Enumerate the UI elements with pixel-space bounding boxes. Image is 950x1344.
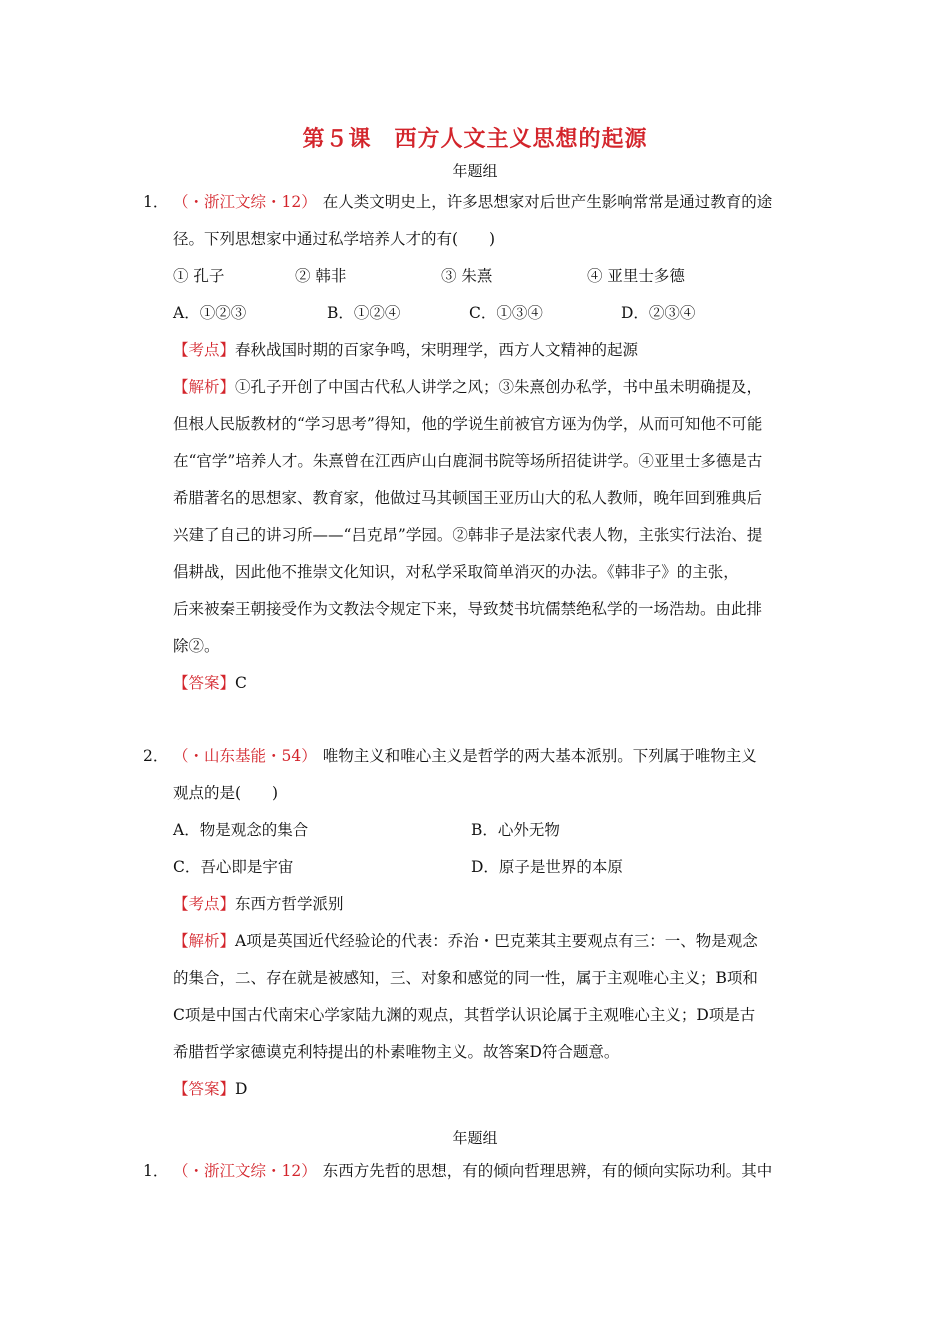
option: A．物是观念的集合 bbox=[173, 821, 309, 839]
option: D．②③④ bbox=[621, 304, 696, 322]
jiexi bbox=[143, 369, 809, 406]
page-title: 第５课 西方人文主义思想的起源 bbox=[302, 126, 648, 152]
question-number: 1． bbox=[143, 193, 169, 211]
answer-value: C bbox=[235, 674, 247, 692]
stem-line: 在人类文明史上，许多思想家对后世产生影响常常是通过教育的途 bbox=[322, 193, 773, 211]
kaodian-tag: 【考点】 bbox=[173, 895, 236, 913]
stem-line: 观点的是( ) bbox=[173, 784, 279, 802]
stem-line: 径。下列思想家中通过私学培养人才的有( ) bbox=[173, 230, 496, 248]
jiexi-line: 的集合，二、存在就是被感知，三、对象和感觉的同一性，属于主观唯心主义；B项和 bbox=[173, 969, 758, 987]
answer bbox=[143, 1071, 809, 1108]
item: ③ 朱熹 bbox=[441, 267, 493, 285]
question-2 bbox=[143, 738, 809, 1108]
question-source: （・浙江文综・12） bbox=[173, 193, 317, 211]
question-stem bbox=[143, 184, 809, 221]
option-list bbox=[143, 295, 809, 332]
kaodian-text: 春秋战国时期的百家争鸣，宋明理学，西方人文精神的起源 bbox=[235, 341, 639, 359]
option: A．①②③ bbox=[173, 304, 247, 322]
option: B．心外无物 bbox=[471, 821, 560, 839]
kaodian bbox=[143, 332, 809, 369]
kaodian bbox=[143, 886, 809, 923]
option-list bbox=[143, 812, 809, 849]
question-source: （・浙江文综・12） bbox=[173, 1162, 317, 1180]
jiexi-line: 兴建了自己的讲习所——“吕克昂”学园。②韩非子是法家代表人物，主张实行法治、提 bbox=[173, 526, 763, 544]
answer-tag: 【答案】 bbox=[173, 674, 236, 692]
question-source: （・山东基能・54） bbox=[173, 747, 317, 765]
answer bbox=[143, 665, 809, 702]
jiexi-line: 后来被秦王朝接受作为文教法令规定下来，导致焚书坑儒禁绝私学的一场浩劫。由此排 bbox=[173, 600, 763, 618]
item-list bbox=[143, 258, 809, 295]
jiexi-line: ①孔子开创了中国古代私人讲学之风；③朱熹创办私学，书中虽未明确提及， bbox=[235, 378, 763, 396]
stem-line: 东西方先哲的思想，有的倾向哲理思辨，有的倾向实际功利。其中 bbox=[322, 1162, 773, 1180]
stem-line: 唯物主义和唯心主义是哲学的两大基本派别。下列属于唯物主义 bbox=[322, 747, 757, 765]
jiexi-tag: 【解析】 bbox=[173, 378, 236, 396]
jiexi-line: 但根人民版教材的“学习思考”得知，他的学说生前被官方诬为伪学，从而可知他不可能 bbox=[173, 415, 763, 433]
option: C．①③④ bbox=[469, 304, 543, 322]
item: ④ 亚里士多德 bbox=[587, 267, 685, 285]
jiexi-line: 在“官学”培养人才。朱熹曾在江西庐山白鹿洞书院等场所招徒讲学。④亚里士多德是古 bbox=[173, 452, 763, 470]
option: B．①②④ bbox=[327, 304, 401, 322]
question-1 bbox=[143, 184, 809, 702]
kaodian-text: 东西方哲学派别 bbox=[235, 895, 344, 913]
answer-value: D bbox=[235, 1080, 248, 1098]
jiexi bbox=[143, 923, 809, 960]
question-number: 1． bbox=[143, 1162, 169, 1180]
option: D．原子是世界的本原 bbox=[471, 858, 623, 876]
jiexi-line: 希腊著名的思想家、教育家，他做过马其顿国王亚历山大的私人教师，晚年回到雅典后 bbox=[173, 489, 763, 507]
kaodian-tag: 【考点】 bbox=[173, 341, 236, 359]
question-number: 2． bbox=[143, 747, 169, 765]
item: ① 孔子 bbox=[173, 267, 225, 285]
jiexi-line: A项是英国近代经验论的代表：乔治・巴克莱其主要观点有三：一、物是观念 bbox=[235, 932, 758, 950]
question-stem bbox=[143, 1153, 809, 1190]
jiexi-tag: 【解析】 bbox=[173, 932, 236, 950]
group-label: 年题组 bbox=[452, 162, 498, 180]
jiexi-line: 倡耕战，因此他不推崇文化知识，对私学采取简单消灭的办法。《韩非子》的主张， bbox=[173, 563, 739, 581]
jiexi-line: C项是中国古代南宋心学家陆九渊的观点，其哲学认识论属于主观唯心主义；D项是古 bbox=[173, 1006, 756, 1024]
option: C．吾心即是宇宙 bbox=[173, 858, 294, 876]
answer-tag: 【答案】 bbox=[173, 1080, 236, 1098]
jiexi-line: 希腊哲学家德谟克利特提出的朴素唯物主义。故答案D符合题意。 bbox=[173, 1043, 620, 1061]
group-label: 年题组 bbox=[452, 1129, 498, 1147]
question-stem bbox=[143, 738, 809, 775]
jiexi-line: 除②。 bbox=[173, 637, 220, 655]
question-3 bbox=[143, 1153, 809, 1190]
item: ② 韩非 bbox=[295, 267, 347, 285]
option-list bbox=[143, 849, 809, 886]
